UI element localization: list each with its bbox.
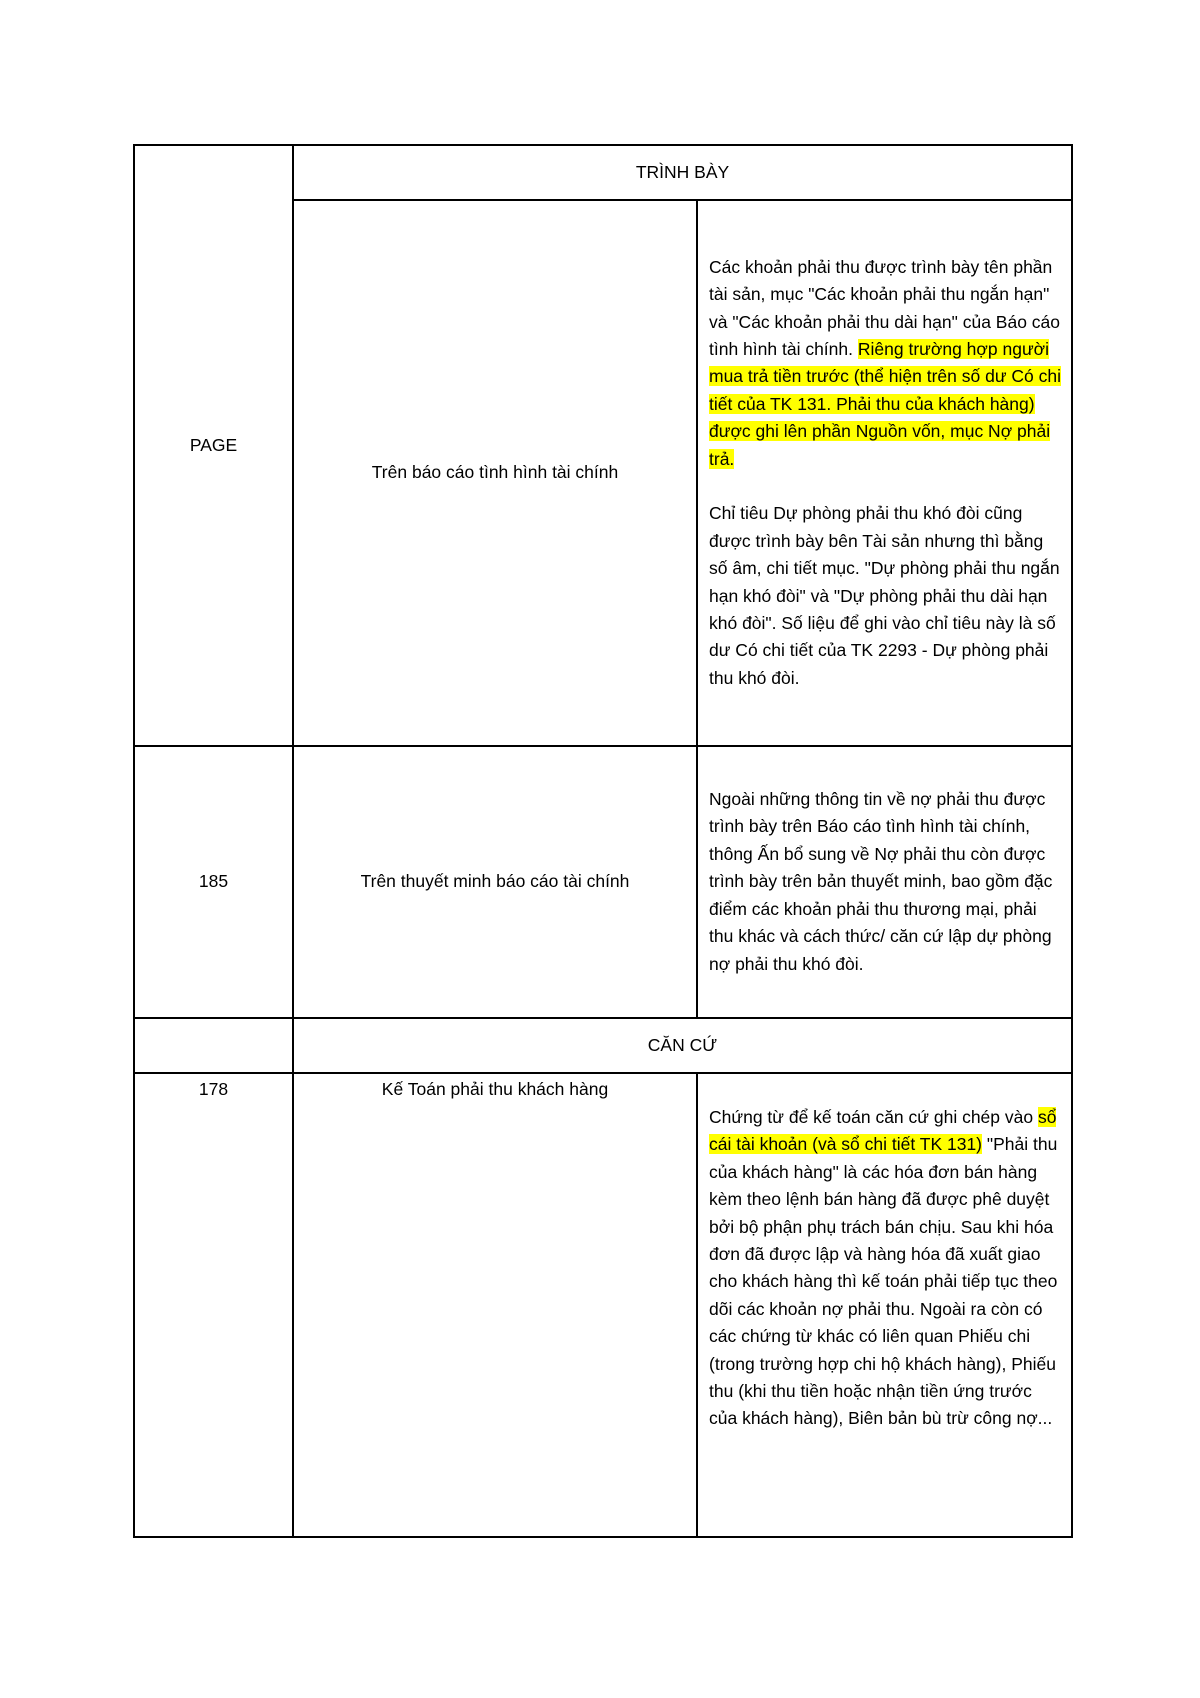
page-number: 178 (198, 1079, 229, 1099)
highlighted-text: Riêng trường hợp người mua trả tiền trước (thể hiện trên số dư Có chi tiết của TK 131. Phải thu của khách hàng) được ghi lên phần Nguồn vốn, mục Nợ phải trả. (709, 338, 1061, 469)
description-cell (697, 200, 1072, 746)
basis-header (293, 1018, 1072, 1073)
item-receivables-accounting: Kế Toán phải thu khách hàng (381, 1079, 609, 1099)
description-text: Chỉ tiêu Dự phòng phải thu khó đòi cũng được trình bày bên Tài sản nhưng thì bằng số âm, chi tiết mục. "Dự phòng phải thu ngắn hạn khó đòi" và "Dự phòng phải thu dài hạn khó đòi". Số liệu để ghi vào chỉ tiêu này là số dư Có chi tiết của TK 2293 - Dự phòng phải thu khó đòi. (709, 503, 1060, 688)
table-header-row-presentation (134, 145, 1072, 200)
item-notes: Trên thuyết minh báo cáo tài chính (360, 871, 630, 892)
basis-header-text: CĂN CỨ (647, 1034, 718, 1055)
page-label: PAGE (189, 434, 238, 455)
table-row (134, 746, 1072, 1018)
page-cell-row1 (134, 145, 293, 746)
presentation-header-text: TRÌNH BÀY (635, 161, 730, 182)
description-text: Các khoản phải thu được trình bày tên phần tài sản, mục "Các khoản phải thu ngắn hạn" và "Các khoản phải thu dài hạn" của Báo cáo tình hình tài chính. (709, 256, 1060, 359)
table-header-row-basis (134, 1018, 1072, 1073)
description-text: "Phải thu của khách hàng" là các hóa đơn bán hàng kèm theo lệnh bán hàng đã được phê duyệt bởi bộ phận phụ trách bán chịu. Sau khi hóa đơn đã được lập và hàng hóa đã xuất giao cho khách hàng thì kế toán phải tiếp tục theo dõi các khoản nợ phải thu. Ngoài ra còn có các chứng từ khác có liên quan Phiếu chi (trong trường hợp chi hộ khách hàng), Phiếu thu (khi thu tiền hoặc nhận tiền ứng trước của khách hàng), Biên bản bù trừ công nợ... (709, 1134, 1058, 1429)
description-cell (697, 746, 1072, 1018)
item-cell (293, 746, 697, 1018)
highlighted-text: sổ cái tài khoản (và sổ chi tiết TK 131) (709, 1107, 1057, 1155)
description-text: Ngoài những thông tin về nợ phải thu được trình bày trên Báo cáo tình hình tài chính, thông Ấn bổ sung về Nợ phải thu còn được trình bày trên bản thuyết minh, bao gồm đặc điểm các khoản phải thu thương mại, phải thu khác và cách thức/ căn cứ lập dự phòng nợ phải thu khó đòi. (709, 789, 1053, 974)
empty-cell (134, 1018, 293, 1073)
item-cell (293, 200, 697, 746)
presentation-header (293, 145, 1072, 200)
item-financial-position: Trên báo cáo tình hình tài chính (371, 462, 619, 483)
table-row (134, 1073, 1072, 1537)
page-cell-row2 (134, 746, 293, 1018)
description-cell (697, 1073, 1072, 1537)
page-cell (134, 1073, 293, 1537)
page-number: 185 (198, 871, 229, 892)
receivables-table (133, 144, 1073, 1538)
item-cell (293, 1073, 697, 1537)
description-text: Chứng từ để kế toán căn cứ ghi chép vào (709, 1107, 1038, 1127)
